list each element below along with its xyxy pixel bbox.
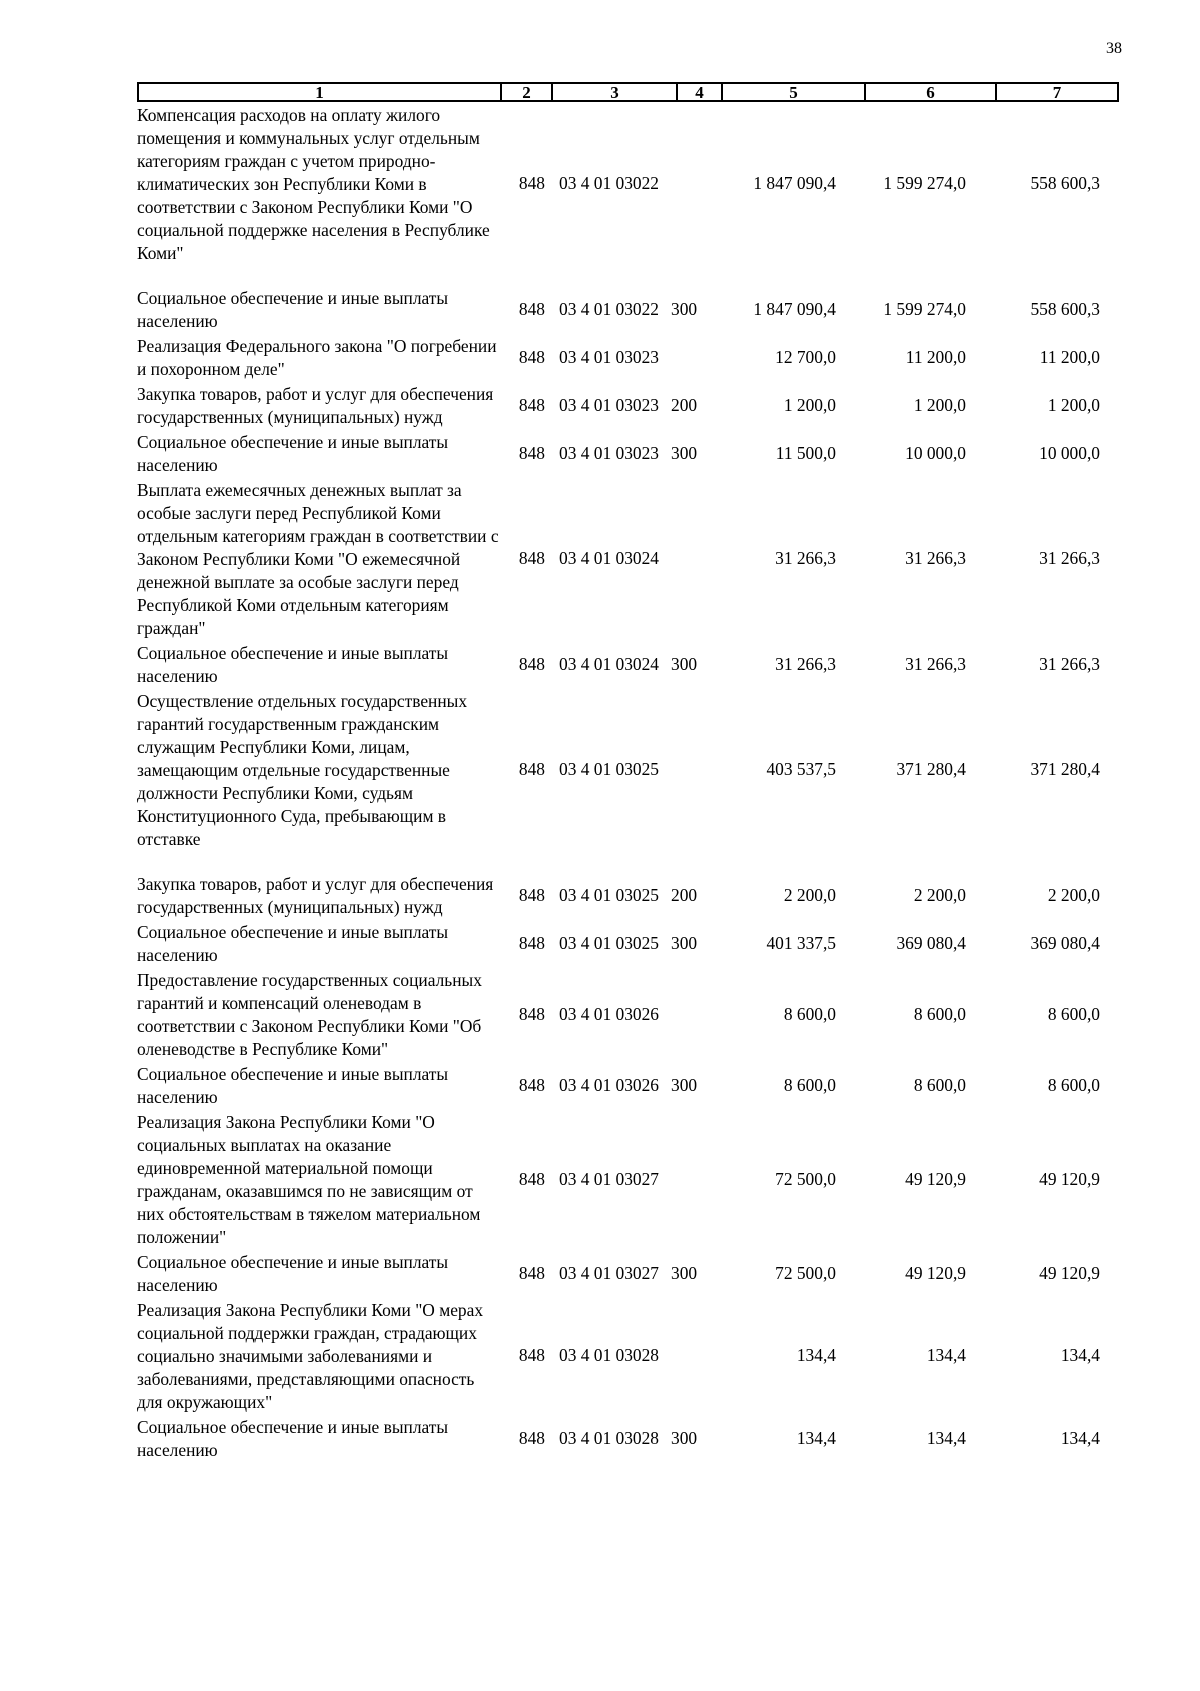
- row-code: 848: [518, 653, 545, 674]
- row-value-2: 2 200,0: [913, 884, 966, 905]
- row-value-2: 1 599 274,0: [883, 173, 966, 193]
- row-value-1: 134,4: [796, 1345, 836, 1365]
- row-csr: 03 4 01 03024: [559, 653, 659, 674]
- row-value-3: 134,4: [1060, 1427, 1100, 1448]
- row-spacer: [137, 265, 1127, 285]
- row-code: 848: [518, 932, 545, 953]
- header-col-2: 2: [502, 84, 553, 100]
- row-csr: 03 4 01 03028: [559, 1427, 659, 1448]
- row-value-3: 369 080,4: [1030, 932, 1100, 953]
- row-vr: 300: [671, 1427, 698, 1448]
- row-csr: 03 4 01 03026: [559, 1074, 659, 1095]
- row-value-1: 2 200,0: [783, 884, 836, 905]
- table-row: [137, 919, 1127, 967]
- row-csr: 03 4 01 03024: [559, 548, 659, 568]
- row-name: Выплата ежемесячных денежных выплат за особые заслуги перед Республикой Коми отдельным категориям граждан в соответствии с Законом Республики Коми "О ежемесячной денежной выплате за особые заслуги перед Республикой Коми отдельным категориям граждан": [137, 480, 499, 638]
- table-row: [137, 967, 1127, 1061]
- table-row: [137, 477, 1127, 640]
- row-value-1: 31 266,3: [775, 548, 836, 568]
- table-row: [137, 688, 1127, 851]
- row-value-3: 49 120,9: [1039, 1262, 1100, 1283]
- row-value-2: 1 200,0: [913, 394, 966, 415]
- row-value-1: 72 500,0: [775, 1262, 836, 1283]
- row-value-1: 1 200,0: [783, 394, 836, 415]
- row-name: Реализация Закона Республики Коми "О социальных выплатах на оказание единовременной материальной помощи гражданам, оказавшимся по не зависящим от них обстоятельствам в тяжелом материальном положении": [137, 1112, 481, 1247]
- header-col-1: 1: [139, 84, 502, 100]
- table-row: [137, 1061, 1127, 1109]
- row-vr: 200: [671, 394, 698, 415]
- row-code: 848: [518, 394, 545, 415]
- row-value-2: 1 599 274,0: [883, 298, 966, 319]
- row-name: Предоставление государственных социальных гарантий и компенсаций оленеводам в соответствии с Законом Республики Коми "Об оленеводстве в Республике Коми": [137, 970, 482, 1059]
- table-row: [137, 429, 1127, 477]
- row-code: 848: [518, 346, 545, 367]
- row-code: 848: [518, 442, 545, 463]
- row-code: 848: [518, 1262, 545, 1283]
- row-code: 848: [518, 1003, 545, 1024]
- row-value-3: 10 000,0: [1039, 442, 1100, 463]
- row-csr: 03 4 01 03026: [559, 1003, 659, 1024]
- row-name: Закупка товаров, работ и услуг для обеспечения государственных (муниципальных) нужд: [137, 874, 494, 917]
- header-col-5: 5: [723, 84, 866, 100]
- table-body: [137, 102, 1127, 1462]
- table-row: [137, 381, 1127, 429]
- row-value-3: 371 280,4: [1030, 759, 1100, 779]
- row-value-2: 49 120,9: [905, 1262, 966, 1283]
- row-value-1: 1 847 090,4: [753, 173, 836, 193]
- table-row: [137, 871, 1127, 919]
- row-csr: 03 4 01 03022: [559, 298, 659, 319]
- row-csr: 03 4 01 03025: [559, 884, 659, 905]
- row-value-1: 134,4: [796, 1427, 836, 1448]
- row-value-2: 31 266,3: [905, 653, 966, 674]
- row-value-3: 31 266,3: [1039, 653, 1100, 674]
- table-header: [137, 82, 1119, 102]
- row-vr: 200: [671, 884, 698, 905]
- table-row: [137, 1109, 1127, 1249]
- row-value-2: 8 600,0: [913, 1074, 966, 1095]
- row-value-2: 134,4: [926, 1345, 966, 1365]
- row-spacer: [137, 851, 1127, 871]
- row-value-1: 31 266,3: [775, 653, 836, 674]
- row-code: 848: [518, 1345, 545, 1365]
- header-col-7: 7: [1052, 83, 1062, 102]
- row-value-3: 558 600,3: [1030, 298, 1100, 319]
- row-csr: 03 4 01 03023: [559, 394, 659, 415]
- table-row: [137, 333, 1127, 381]
- row-value-1: 72 500,0: [775, 1168, 836, 1189]
- row-value-3: 2 200,0: [1047, 884, 1100, 905]
- row-value-3: 49 120,9: [1039, 1168, 1100, 1189]
- row-value-1: 8 600,0: [783, 1074, 836, 1095]
- row-csr: 03 4 01 03027: [559, 1262, 659, 1283]
- row-name: Компенсация расходов на оплату жилого помещения и коммунальных услуг отдельным категориям граждан с учетом природно-климатических зон Республики Коми в соответствии с Законом Республики Коми "О социальной поддержке населения в Республике Коми": [137, 105, 490, 263]
- row-name: Социальное обеспечение и иные выплаты населению: [137, 922, 449, 965]
- row-code: 848: [518, 298, 545, 319]
- row-vr: 300: [671, 653, 698, 674]
- row-value-2: 134,4: [926, 1427, 966, 1448]
- row-name: Реализация Закона Республики Коми "О мерах социальной поддержки граждан, страдающих социально значимыми заболеваниями и заболеваниями, представляющими опасность для окружающих": [137, 1300, 484, 1412]
- row-name: Социальное обеспечение и иные выплаты населению: [137, 1252, 449, 1295]
- row-name: Осуществление отдельных государственных гарантий государственным гражданским служащим Республики Коми, лицам, замещающим отдельные государственные должности Республики Коми, судьям Конституционного Суда, пребывающим в отставке: [137, 691, 468, 849]
- row-csr: 03 4 01 03023: [559, 346, 659, 367]
- row-value-3: 31 266,3: [1039, 548, 1100, 568]
- row-name: Закупка товаров, работ и услуг для обеспечения государственных (муниципальных) нужд: [137, 384, 494, 427]
- row-value-3: 8 600,0: [1047, 1003, 1100, 1024]
- row-value-1: 12 700,0: [775, 346, 836, 367]
- row-value-3: 11 200,0: [1039, 346, 1100, 367]
- row-code: 848: [518, 548, 545, 568]
- row-value-3: 558 600,3: [1030, 173, 1100, 193]
- row-code: 848: [518, 1074, 545, 1095]
- row-vr: 300: [671, 1074, 698, 1095]
- row-vr: 300: [671, 298, 698, 319]
- page-number: 38: [1106, 40, 1122, 57]
- row-csr: 03 4 01 03025: [559, 932, 659, 953]
- row-code: 848: [518, 1168, 545, 1189]
- row-value-3: 1 200,0: [1047, 394, 1100, 415]
- row-code: 848: [518, 759, 545, 779]
- row-vr: 300: [671, 442, 698, 463]
- row-vr: 300: [671, 932, 698, 953]
- table-row: [137, 1249, 1127, 1297]
- row-name: Реализация Федерального закона "О погребении и похоронном деле": [137, 336, 497, 379]
- row-value-2: 8 600,0: [913, 1003, 966, 1024]
- table-row: [137, 285, 1127, 333]
- row-value-1: 11 500,0: [775, 442, 836, 463]
- table-row: [137, 1297, 1127, 1414]
- header-col-3: 3: [553, 84, 678, 100]
- row-name: Социальное обеспечение и иные выплаты населению: [137, 643, 449, 686]
- row-value-3: 134,4: [1060, 1345, 1100, 1365]
- row-value-2: 10 000,0: [905, 442, 966, 463]
- header-col-4: 4: [678, 84, 723, 100]
- row-name: Социальное обеспечение и иные выплаты населению: [137, 288, 449, 331]
- row-code: 848: [518, 884, 545, 905]
- table-row: [137, 640, 1127, 688]
- header-col-6: 6: [866, 84, 997, 100]
- row-csr: 03 4 01 03025: [559, 759, 659, 779]
- row-value-2: 31 266,3: [905, 548, 966, 568]
- row-value-1: 1 847 090,4: [753, 298, 836, 319]
- row-csr: 03 4 01 03027: [559, 1168, 659, 1189]
- row-name: Социальное обеспечение и иные выплаты населению: [137, 432, 449, 475]
- row-csr: 03 4 01 03028: [559, 1345, 659, 1365]
- row-name: Социальное обеспечение и иные выплаты населению: [137, 1064, 449, 1107]
- row-value-1: 403 537,5: [766, 759, 836, 779]
- table-row: [137, 1414, 1127, 1462]
- row-vr: 300: [671, 1262, 698, 1283]
- row-value-2: 11 200,0: [905, 346, 966, 367]
- row-value-2: 49 120,9: [905, 1168, 966, 1189]
- row-value-2: 371 280,4: [896, 759, 966, 779]
- row-value-1: 401 337,5: [766, 932, 836, 953]
- table-row: [137, 102, 1127, 265]
- row-value-3: 8 600,0: [1047, 1074, 1100, 1095]
- row-code: 848: [518, 173, 545, 193]
- row-value-1: 8 600,0: [783, 1003, 836, 1024]
- row-csr: 03 4 01 03022: [559, 173, 659, 193]
- row-name: Социальное обеспечение и иные выплаты населению: [137, 1417, 449, 1460]
- row-value-2: 369 080,4: [896, 932, 966, 953]
- row-code: 848: [518, 1427, 545, 1448]
- row-csr: 03 4 01 03023: [559, 442, 659, 463]
